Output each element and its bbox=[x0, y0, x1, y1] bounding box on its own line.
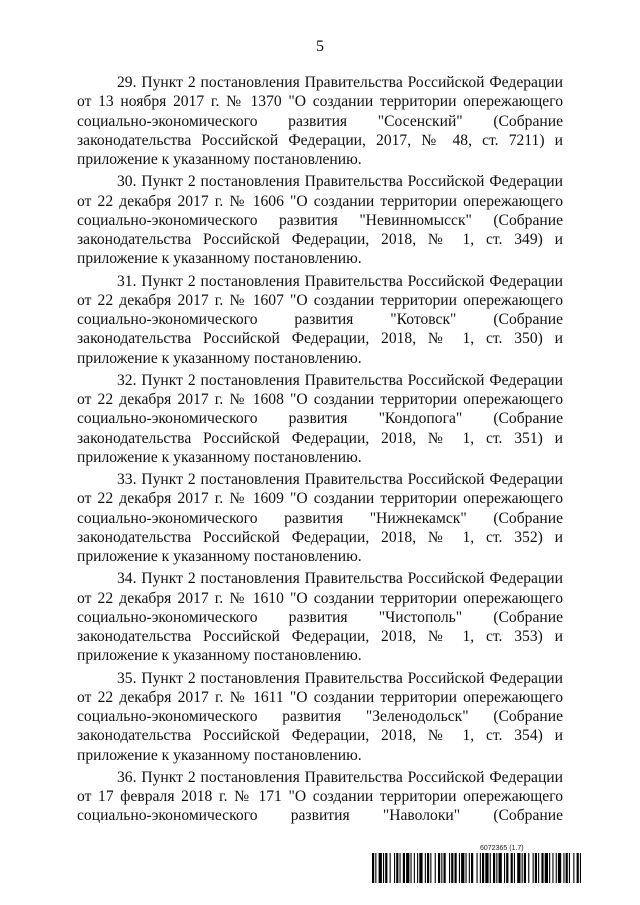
paragraph-30: 30. Пункт 2 постановления Правительства Российской Федерации от 22 декабря 2017 г. № 1606 "О создании территории опережающего социально-экономического развития "Невинномысск" (Собрание законодательства Российской Федерации, 2018, № 1, ст. 349) и приложение к указанному постановлению. bbox=[77, 173, 563, 268]
paragraph-31: 31. Пункт 2 постановления Правительства Российской Федерации от 22 декабря 2017 г. № 1607 "О создании территории опережающего социально-экономического развития "Котовск" (Собрание законодательства Российской Федерации, 2018, № 1, ст. 350) и приложение к указанному постановлению. bbox=[77, 272, 563, 367]
paragraph-36: 36. Пункт 2 постановления Правительства Российской Федерации от 17 февраля 2018 г. № 171 "О создании территории опережающего социально-экономического развития "Наволоки" (Собрание bbox=[77, 768, 563, 825]
barcode-image bbox=[372, 853, 582, 883]
paragraph-35: 35. Пункт 2 постановления Правительства Российской Федерации от 22 декабря 2017 г. № 1611 "О создании территории опережающего социально-экономического развития "Зеленодольск" (Собрание законодательства Российской Федерации, 2018, № 1, ст. 354) и приложение к указанному постановлению. bbox=[77, 669, 563, 764]
paragraph-33: 33. Пункт 2 постановления Правительства Российской Федерации от 22 декабря 2017 г. № 1609 "О создании территории опережающего социально-экономического развития "Нижнекамск" (Собрание законодательства Российской Федерации, 2018, № 1, ст. 352) и приложение к указанному постановлению. bbox=[77, 471, 563, 565]
document-code: 6072365 (1.7) bbox=[480, 845, 524, 852]
paragraph-32: 32. Пункт 2 постановления Правительства Российской Федерации от 22 декабря 2017 г. № 1608 "О создании территории опережающего социально-экономического развития "Кондопога" (Собрание законодательства Российской Федерации, 2018, № 1, ст. 351) и приложение к указанному постановлению. bbox=[77, 371, 563, 466]
page-number: 5 bbox=[316, 38, 324, 55]
document-body bbox=[77, 73, 563, 829]
paragraph-34: 34. Пункт 2 постановления Правительства Российской Федерации от 22 декабря 2017 г. № 1610 "О создании территории опережающего социально-экономического развития "Чистополь" (Собрание законодательства Российской Федерации, 2018, № 1, ст. 353) и приложение к указанному постановлению. bbox=[77, 570, 563, 665]
paragraph-29: 29. Пункт 2 постановления Правительства Российской Федерации от 13 ноября 2017 г. № 1370 "О создании территории опережающего социально-экономического развития "Сосенский" (Собрание законодательства Российской Федерации, 2017, № 48, ст. 7211) и приложение к указанному постановлению. bbox=[77, 74, 563, 168]
